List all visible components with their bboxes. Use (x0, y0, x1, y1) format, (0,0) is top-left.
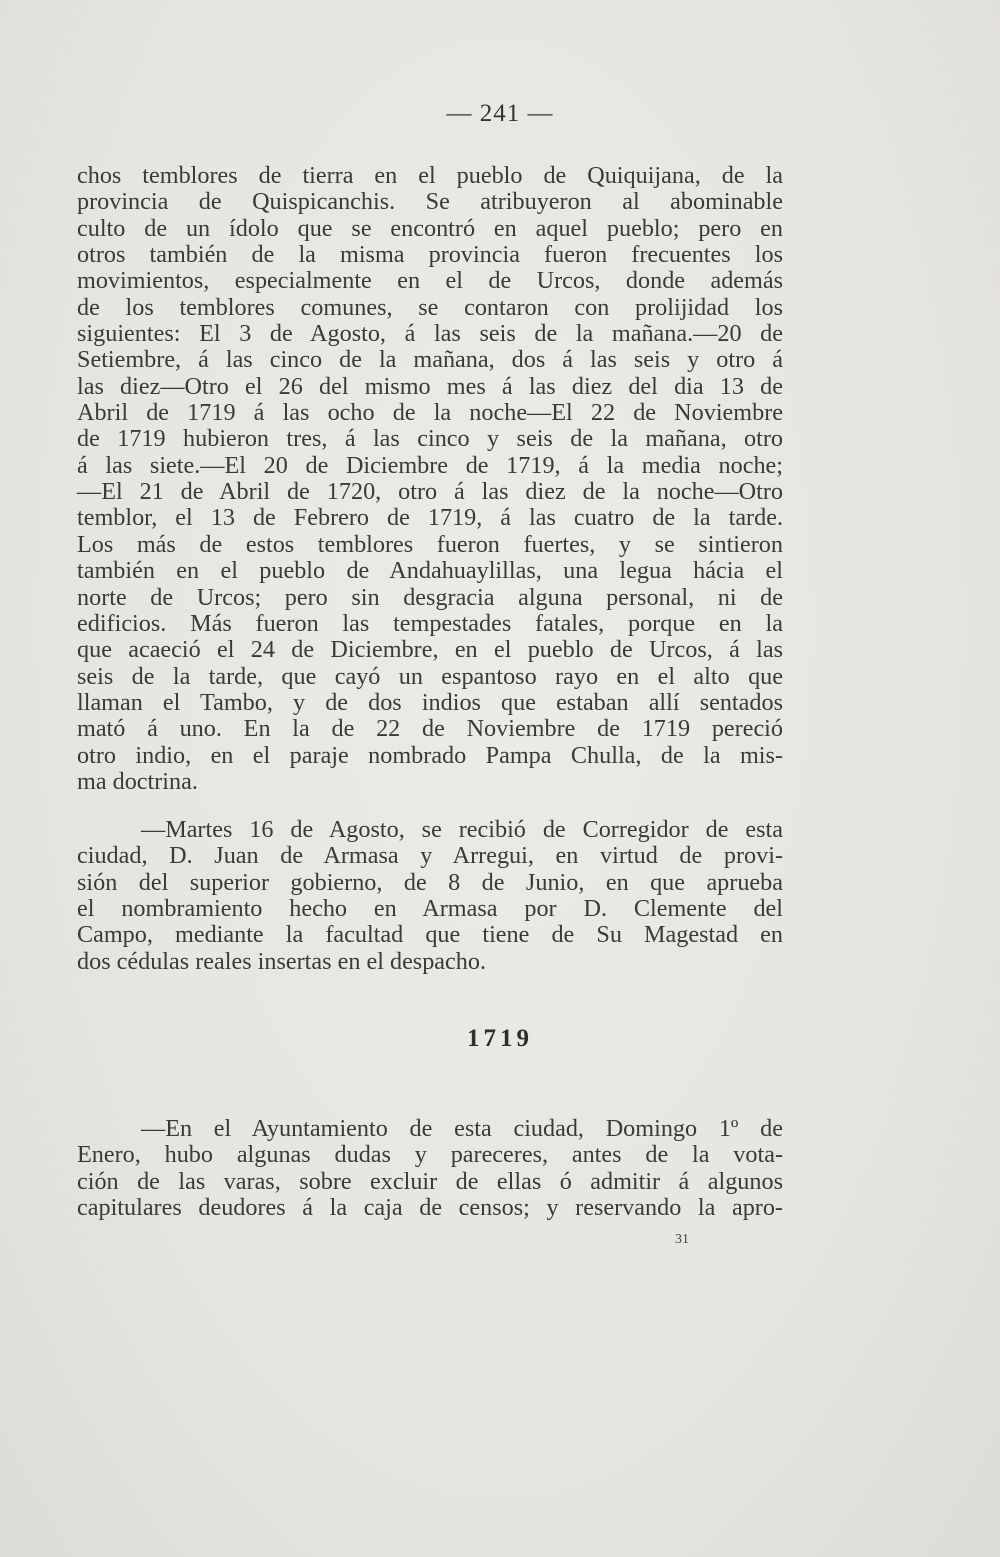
text-line: el nombramiento hecho en Armasa por D. Clemente del (77, 895, 783, 923)
text-line: seis de la tarde, que cayó un espantoso rayo en el alto que (77, 662, 783, 690)
text-line: sión del superior gobierno, de 8 de Junio, en que aprueba (77, 868, 783, 896)
text-line: Enero, hubo algunas dudas y pareceres, antes de la vota- (77, 1141, 783, 1169)
text-line: ciudad, D. Juan de Armasa y Arregui, en virtud de provi- (77, 842, 783, 870)
text-line: movimientos, especialmente en el de Urcos, donde además (77, 267, 783, 295)
paragraph-earthquakes (77, 163, 783, 795)
printer-signature-mark: 31 (675, 1232, 689, 1247)
text-line: ma doctrina. (77, 767, 198, 795)
year-heading: 1719 (467, 1025, 533, 1052)
text-line: —Martes 16 de Agosto, se recibió de Corregidor de esta (141, 816, 783, 843)
text-line: capitulares deudores á la caja de censos; y reservando la apro- (77, 1194, 783, 1222)
text-line: las diez—Otro el 26 del mismo mes á las diez del dia 13 de (77, 372, 783, 400)
text-line: de 1719 hubieron tres, á las cinco y seis de la mañana, otro (77, 425, 783, 453)
text-line: también en el pueblo de Andahuaylillas, una legua hácia el (77, 557, 783, 585)
text-line: Campo, mediante la facultad que tiene de Su Magestad en (77, 921, 783, 949)
text-line: temblor, el 13 de Febrero de 1719, á las cuatro de la tarde. (77, 504, 783, 532)
text-line: llaman el Tambo, y de dos indios que estaban allí sentados (77, 688, 783, 716)
page-number-header: — 241 — (446, 100, 554, 127)
text-line: Setiembre, á las cinco de la mañana, dos á las seis y otro á (77, 346, 783, 374)
text-line: provincia de Quispicanchis. Se atribuyeron al abominable (77, 188, 783, 216)
text-line: norte de Urcos; pero sin desgracia alguna personal, ni de (77, 583, 783, 611)
text-line: —En el Ayuntamiento de esta ciudad, Domingo 1º de (141, 1115, 783, 1142)
text-line: Abril de 1719 á las ocho de la noche—El 22 de Noviembre (77, 399, 783, 427)
text-line: mató á uno. En la de 22 de Noviembre de 1719 pereció (77, 715, 783, 743)
text-line: —El 21 de Abril de 1720, otro á las diez de la noche—Otro (77, 478, 783, 506)
text-line: otros también de la misma provincia fueron frecuentes los (77, 241, 783, 269)
text-line: chos temblores de tierra en el pueblo de Quiquijana, de la (77, 162, 783, 189)
text-line: ción de las varas, sobre excluir de ellas ó admitir á algunos (77, 1167, 783, 1195)
text-line: á las siete.—El 20 de Diciembre de 1719, á la media noche; (77, 451, 783, 479)
text-line: dos cédulas reales insertas en el despacho. (77, 947, 487, 975)
text-line: siguientes: El 3 de Agosto, á las seis de la mañana.—20 de (77, 320, 783, 348)
text-line: edificios. Más fueron las tempestades fatales, porque en la (77, 609, 783, 637)
text-line: de los temblores comunes, se contaron con prolijidad los (77, 293, 783, 321)
text-line: culto de un ídolo que se encontró en aquel pueblo; pero en (77, 214, 783, 242)
paragraph-ayuntamiento (77, 1116, 783, 1221)
text-line: otro indio, en el paraje nombrado Pampa Chulla, de la mis- (77, 741, 783, 769)
text-line: Los más de estos temblores fueron fuertes, y se sintieron (77, 530, 783, 558)
text-line: que acaeció el 24 de Diciembre, en el pueblo de Urcos, á las (77, 636, 783, 664)
paragraph-corregidor (77, 817, 783, 975)
